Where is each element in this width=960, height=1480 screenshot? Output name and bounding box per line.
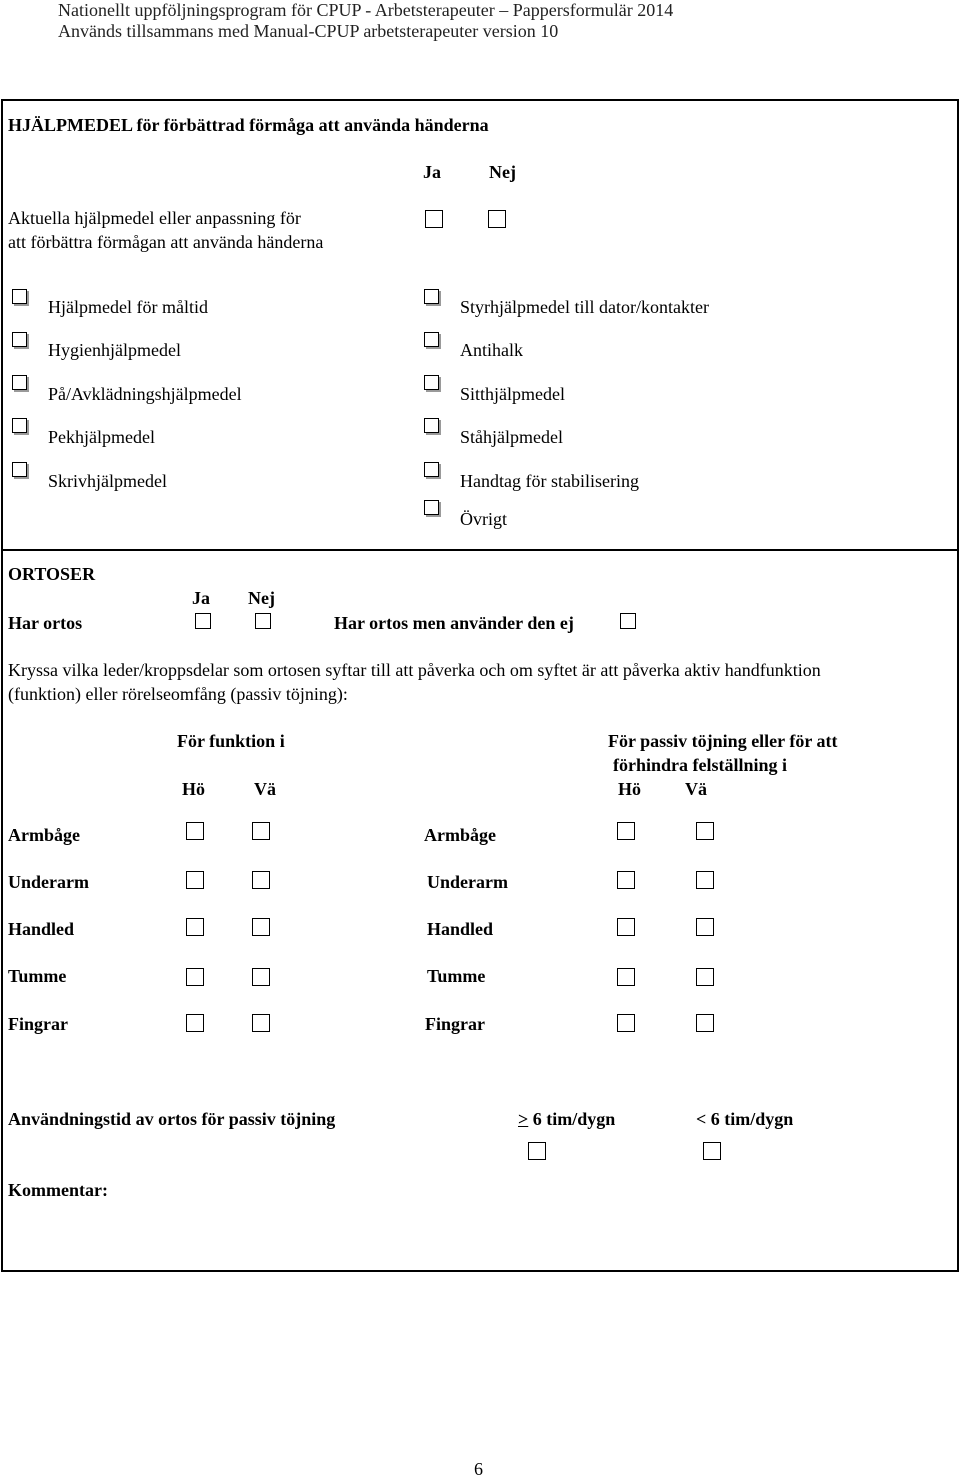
hjalpmedel-no-checkbox[interactable]: [488, 210, 506, 228]
left-item-checkbox[interactable]: [12, 418, 27, 433]
funktion-va-checkbox[interactable]: [252, 918, 270, 936]
har-ortos-yes-checkbox[interactable]: [195, 613, 211, 629]
instruction-line-1: Kryssa vilka leder/kroppsdelar som ortosen syftar till att påverka och om syftet är att påverka aktiv handfunktion: [8, 660, 821, 680]
right-item-checkbox[interactable]: [424, 500, 439, 515]
funktion-right-side-header: Hö: [182, 779, 206, 799]
usage-over-6-checkbox[interactable]: [528, 1142, 546, 1160]
right-item-checkbox[interactable]: [424, 418, 439, 433]
passiv-body-part-label: Tumme: [427, 966, 486, 986]
passiv-header-line-2: förhindra felställning i: [613, 755, 788, 775]
header-line-2: Används tillsammans med Manual-CPUP arbetsterapeuter version 10: [58, 21, 559, 41]
right-item-checkbox[interactable]: [424, 375, 439, 390]
left-item-label: Hygienhjälpmedel: [48, 340, 181, 360]
funktion-va-checkbox[interactable]: [252, 1014, 270, 1032]
passiv-va-checkbox[interactable]: [696, 968, 714, 986]
funktion-ho-checkbox[interactable]: [186, 822, 204, 840]
passiv-va-checkbox[interactable]: [696, 871, 714, 889]
passiv-ho-checkbox[interactable]: [617, 918, 635, 936]
passiv-body-part-label: Underarm: [427, 872, 508, 892]
anvander-ej-label: Har ortos men använder den ej: [334, 613, 574, 633]
left-item-checkbox[interactable]: [12, 289, 27, 304]
right-item-label: Styrhjälpmedel till dator/kontakter: [460, 297, 709, 317]
funktion-va-checkbox[interactable]: [252, 822, 270, 840]
funktion-ho-checkbox[interactable]: [186, 1014, 204, 1032]
funktion-left-side-header: Vä: [254, 779, 276, 799]
left-item-checkbox[interactable]: [12, 375, 27, 390]
left-item-checkbox[interactable]: [12, 332, 27, 347]
right-item-label: Antihalk: [460, 340, 523, 360]
passiv-ho-checkbox[interactable]: [617, 968, 635, 986]
right-item-label: Ståhjälpmedel: [460, 427, 563, 447]
left-item-checkbox[interactable]: [12, 462, 27, 477]
funktion-ho-checkbox[interactable]: [186, 871, 204, 889]
left-item-label: Skrivhjälpmedel: [48, 471, 167, 491]
passiv-va-checkbox[interactable]: [696, 918, 714, 936]
anvander-ej-checkbox[interactable]: [620, 613, 636, 629]
usage-over-6-text: 6 tim/dygn: [528, 1109, 616, 1129]
passiv-header-line-1: För passiv töjning eller för att: [608, 731, 838, 751]
passiv-body-part-label: Handled: [427, 919, 494, 939]
passiv-right-side-header: Hö: [618, 779, 642, 799]
passiv-left-side-header: Vä: [685, 779, 707, 799]
ortoser-title: ORTOSER: [8, 564, 96, 584]
right-item-label: Handtag för stabilisering: [460, 471, 639, 491]
hjalpmedel-question-line-2: att förbättra förmågan att använda händerna: [8, 232, 324, 252]
comment-label: Kommentar:: [8, 1180, 108, 1200]
passiv-va-checkbox[interactable]: [696, 822, 714, 840]
hjalpmedel-no-header: Nej: [489, 162, 516, 182]
funktion-body-part-label: Armbåge: [8, 825, 80, 845]
ortoser-no-header: Nej: [248, 588, 275, 608]
passiv-body-part-label: Armbåge: [424, 825, 496, 845]
funktion-body-part-label: Fingrar: [8, 1014, 68, 1034]
left-item-label: Hjälpmedel för måltid: [48, 297, 208, 317]
funktion-header: För funktion i: [177, 731, 285, 751]
passiv-ho-checkbox[interactable]: [617, 1014, 635, 1032]
hjalpmedel-yes-checkbox[interactable]: [425, 210, 443, 228]
funktion-body-part-label: Underarm: [8, 872, 89, 892]
usage-under-6-label: < 6 tim/dygn: [696, 1109, 794, 1129]
passiv-ho-checkbox[interactable]: [617, 871, 635, 889]
right-item-label: Sitthjälpmedel: [460, 384, 565, 404]
funktion-va-checkbox[interactable]: [252, 968, 270, 986]
hjalpmedel-yes-header: Ja: [423, 162, 441, 182]
left-item-label: Pekhjälpmedel: [48, 427, 155, 447]
section-divider: [1, 549, 959, 551]
usage-label: Användningstid av ortos för passiv töjning: [8, 1109, 336, 1129]
passiv-ho-checkbox[interactable]: [617, 822, 635, 840]
funktion-body-part-label: Tumme: [8, 966, 67, 986]
funktion-ho-checkbox[interactable]: [186, 918, 204, 936]
passiv-va-checkbox[interactable]: [696, 1014, 714, 1032]
har-ortos-label: Har ortos: [8, 613, 83, 633]
usage-over-6-label: [518, 1109, 615, 1130]
funktion-ho-checkbox[interactable]: [186, 968, 204, 986]
funktion-va-checkbox[interactable]: [252, 871, 270, 889]
header-line-1: Nationellt uppföljningsprogram för CPUP - Arbetsterapeuter – Pappersformulär 2014: [58, 0, 674, 20]
right-item-checkbox[interactable]: [424, 332, 439, 347]
passiv-body-part-label: Fingrar: [425, 1014, 485, 1034]
right-item-label: Övrigt: [460, 509, 507, 529]
right-item-checkbox[interactable]: [424, 289, 439, 304]
right-item-checkbox[interactable]: [424, 462, 439, 477]
usage-under-6-checkbox[interactable]: [703, 1142, 721, 1160]
hjalpmedel-title: HJÄLPMEDEL för förbättrad förmåga att använda händerna: [8, 115, 489, 135]
ortoser-yes-header: Ja: [192, 588, 210, 608]
left-item-label: På/Avklädningshjälpmedel: [48, 384, 242, 404]
instruction-line-2: (funktion) eller rörelseomfång (passiv töjning):: [8, 684, 348, 704]
greater-or-equal-symbol: >: [518, 1109, 529, 1129]
page-number: 6: [474, 1459, 483, 1479]
har-ortos-no-checkbox[interactable]: [255, 613, 271, 629]
funktion-body-part-label: Handled: [8, 919, 75, 939]
hjalpmedel-question-line-1: Aktuella hjälpmedel eller anpassning för: [8, 208, 301, 228]
